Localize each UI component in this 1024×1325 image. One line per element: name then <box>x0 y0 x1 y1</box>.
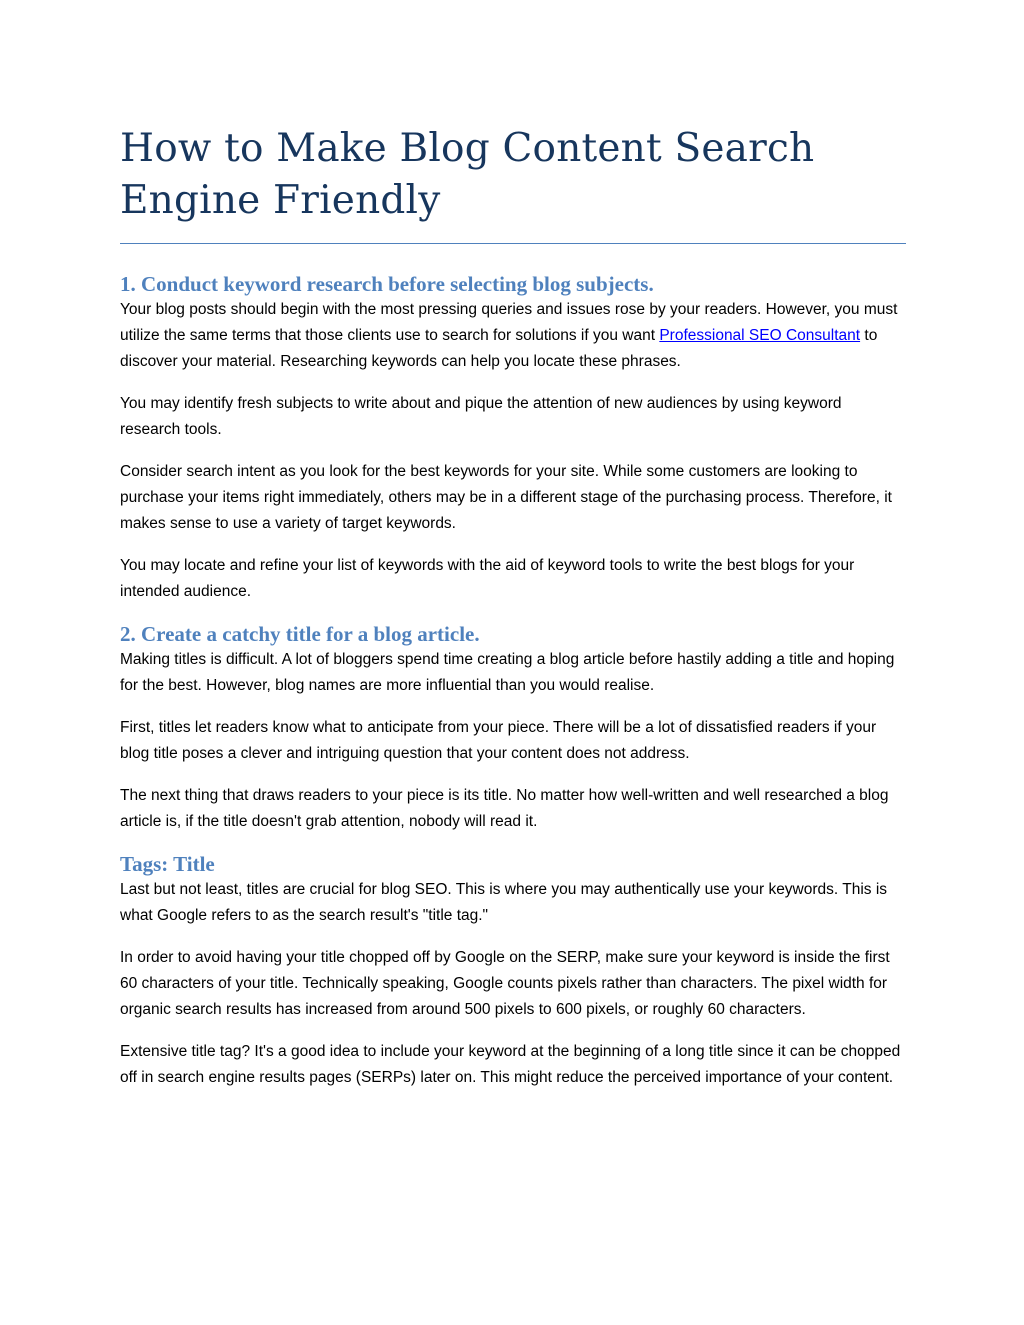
paragraph: Consider search intent as you look for the best keywords for your site. While some customers are looking to purchase your items right immediately, others may be in a different stage of the purchasing process. Therefore, it makes sense to use a variety of target keywords. <box>120 463 892 532</box>
section-tags-title <box>120 851 906 1091</box>
section-catchy-title <box>120 621 906 835</box>
paragraph: You may locate and refine your list of keywords with the aid of keyword tools to write the best blogs for your intended audience. <box>120 557 855 600</box>
section-heading: 1. Conduct keyword research before selecting blog subjects. <box>120 272 654 296</box>
paragraph-text: to discover your material. Researching keywords can help you locate these phrases. <box>120 327 878 370</box>
paragraph: Last but not least, titles are crucial for blog SEO. This is where you may authentically use your keywords. This is what Google refers to as the search result's "title tag." <box>120 881 888 924</box>
paragraph: Extensive title tag? It's a good idea to include your keyword at the beginning of a long title since it can be chopped off in search engine results pages (SERPs) later on. This might reduce the perceived importance of your content. <box>120 1043 901 1086</box>
section-heading: Tags: Title <box>120 852 215 876</box>
paragraph: You may identify fresh subjects to write about and pique the attention of new audiences by using keyword research tools. <box>120 395 842 438</box>
paragraph: Making titles is difficult. A lot of bloggers spend time creating a blog article before hastily adding a title and hoping for the best. However, blog names are more influential than you would realise. <box>120 651 895 694</box>
section-heading: 2. Create a catchy title for a blog article. <box>120 622 480 646</box>
paragraph-text: Your blog posts should begin with the most pressing queries and issues rose by your readers. However, you must utilize the same terms that those clients use to search for solutions if you want <box>120 301 898 344</box>
paragraph: First, titles let readers know what to anticipate from your piece. There will be a lot of dissatisfied readers if your blog title poses a clever and intriguing question that your content does not address. <box>120 719 877 762</box>
document-title: How to Make Blog Content Search Engine Friendly <box>120 123 906 244</box>
section-keyword-research <box>120 271 906 605</box>
paragraph: In order to avoid having your title chopped off by Google on the SERP, make sure your keyword is inside the first 60 characters of your title. Technically speaking, Google counts pixels rather than characters. The pixel width for organic search results has increased from around 500 pixels to 600 pixels, or roughly 60 characters. <box>120 949 890 1018</box>
professional-seo-consultant-link[interactable]: Professional SEO Consultant <box>659 327 861 344</box>
document-page <box>120 123 906 1107</box>
paragraph <box>120 297 906 375</box>
paragraph: The next thing that draws readers to your piece is its title. No matter how well-written and well researched a blog article is, if the title doesn't grab attention, nobody will read it. <box>120 787 889 830</box>
